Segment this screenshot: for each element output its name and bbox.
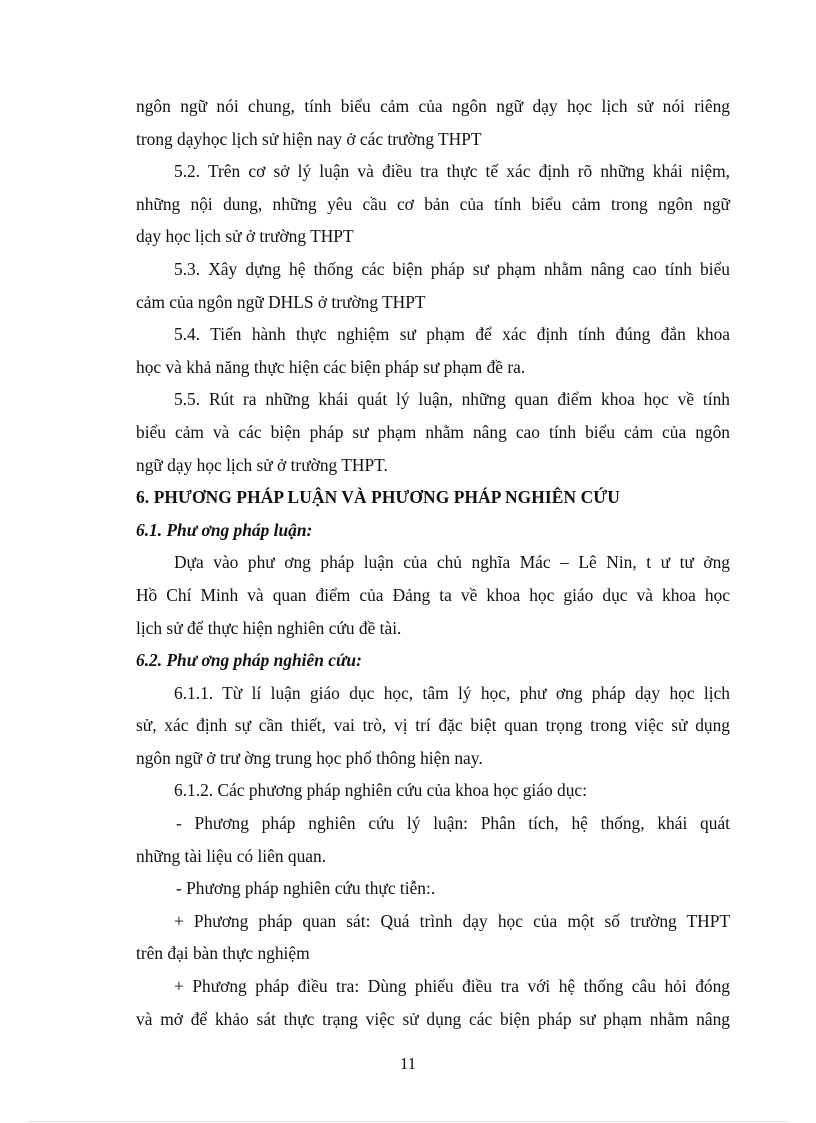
- text-line: 5.3. Xây dựng hệ thống các biện pháp sư phạm nhằm nâng cao tính biểu: [174, 258, 730, 279]
- text-line: + Phương pháp điều tra: Dùng phiếu điều tra với hệ thống câu hỏi đóng: [174, 976, 730, 997]
- text-line: ngữ dạy học lịch sử ở trường THPT.: [136, 454, 388, 475]
- text-line: cảm của ngôn ngữ DHLS ở trường THPT: [136, 291, 426, 312]
- text-line: sử, xác định sự cần thiết, vai trò, vị trí đặc biệt quan trọng trong việc sử dụng: [136, 715, 730, 736]
- text-line: học và khả năng thực hiện các biện pháp sư phạm đề ra.: [136, 356, 526, 377]
- text-line: 5.5. Rút ra những khái quát lý luận, những quan điểm khoa học về tính: [174, 389, 730, 410]
- text-line: ngôn ngữ nói chung, tính biểu cảm của ngôn ngữ dạy học lịch sử nói riêng: [136, 96, 730, 116]
- text-line: dạy học lịch sử ở trường THPT: [136, 226, 354, 247]
- text-line: biểu cảm và các biện pháp sư phạm nhằm nâng cao tính biểu cảm của ngôn: [136, 421, 730, 442]
- text-line: lịch sử để thực hiện nghiên cứu đề tài.: [136, 617, 402, 638]
- section-heading: 6. PHƯƠNG PHÁP LUẬN VÀ PHƯƠNG PHÁP NGHIÊN CỨU: [136, 487, 620, 508]
- subsection-heading: 6.2. Phư ơng pháp nghiên cứu:: [136, 650, 362, 671]
- text-line: - Phương pháp nghiên cứu lý luận: Phân tích, hệ thống, khái quát: [176, 813, 730, 834]
- page-number: 11: [399, 1054, 417, 1073]
- text-line: 5.4. Tiến hành thực nghiệm sư phạm để xác định tính đúng đắn khoa: [174, 324, 730, 345]
- document-page: [136, 90, 730, 1035]
- text-line: 5.2. Trên cơ sở lý luận và điều tra thực tế xác định rõ những khái niệm,: [174, 161, 730, 182]
- text-line: 6.1.1. Từ lí luận giáo dục học, tâm lý học, phư ơng pháp dạy học lịch: [174, 682, 730, 703]
- text-line: Hồ Chí Minh và quan điểm của Đảng ta về khoa học giáo dục và khoa học: [136, 584, 730, 605]
- text-line: trên đại bàn thực nghiệm: [136, 943, 310, 964]
- page-bottom-divider: [28, 1121, 788, 1122]
- text-line: Dựa vào phư ơng pháp luận của chủ nghĩa Mác – Lê Nin, t ư tư ởng: [174, 552, 730, 573]
- text-line: những tài liệu có liên quan.: [136, 845, 327, 866]
- text-line: - Phương pháp nghiên cứu thực tiễn:.: [176, 878, 436, 899]
- text-line: ngôn ngữ ở trư ờng trung học phổ thông hiện nay.: [136, 747, 483, 768]
- text-line: 6.1.2. Các phương pháp nghiên cứu của khoa học giáo dục:: [174, 780, 587, 801]
- text-line: và mở để khảo sát thực trạng việc sử dụng các biện pháp sư phạm nhằm nâng: [136, 1008, 730, 1029]
- text-line: + Phương pháp quan sát: Quá trình dạy học của một số trường THPT: [174, 910, 730, 931]
- text-line: trong dạyhọc lịch sử hiện nay ở các trường THPT: [136, 128, 482, 149]
- subsection-heading: 6.1. Phư ơng pháp luận:: [136, 519, 313, 540]
- text-line: những nội dung, những yêu cầu cơ bản của tính biểu cảm trong ngôn ngữ: [136, 193, 730, 214]
